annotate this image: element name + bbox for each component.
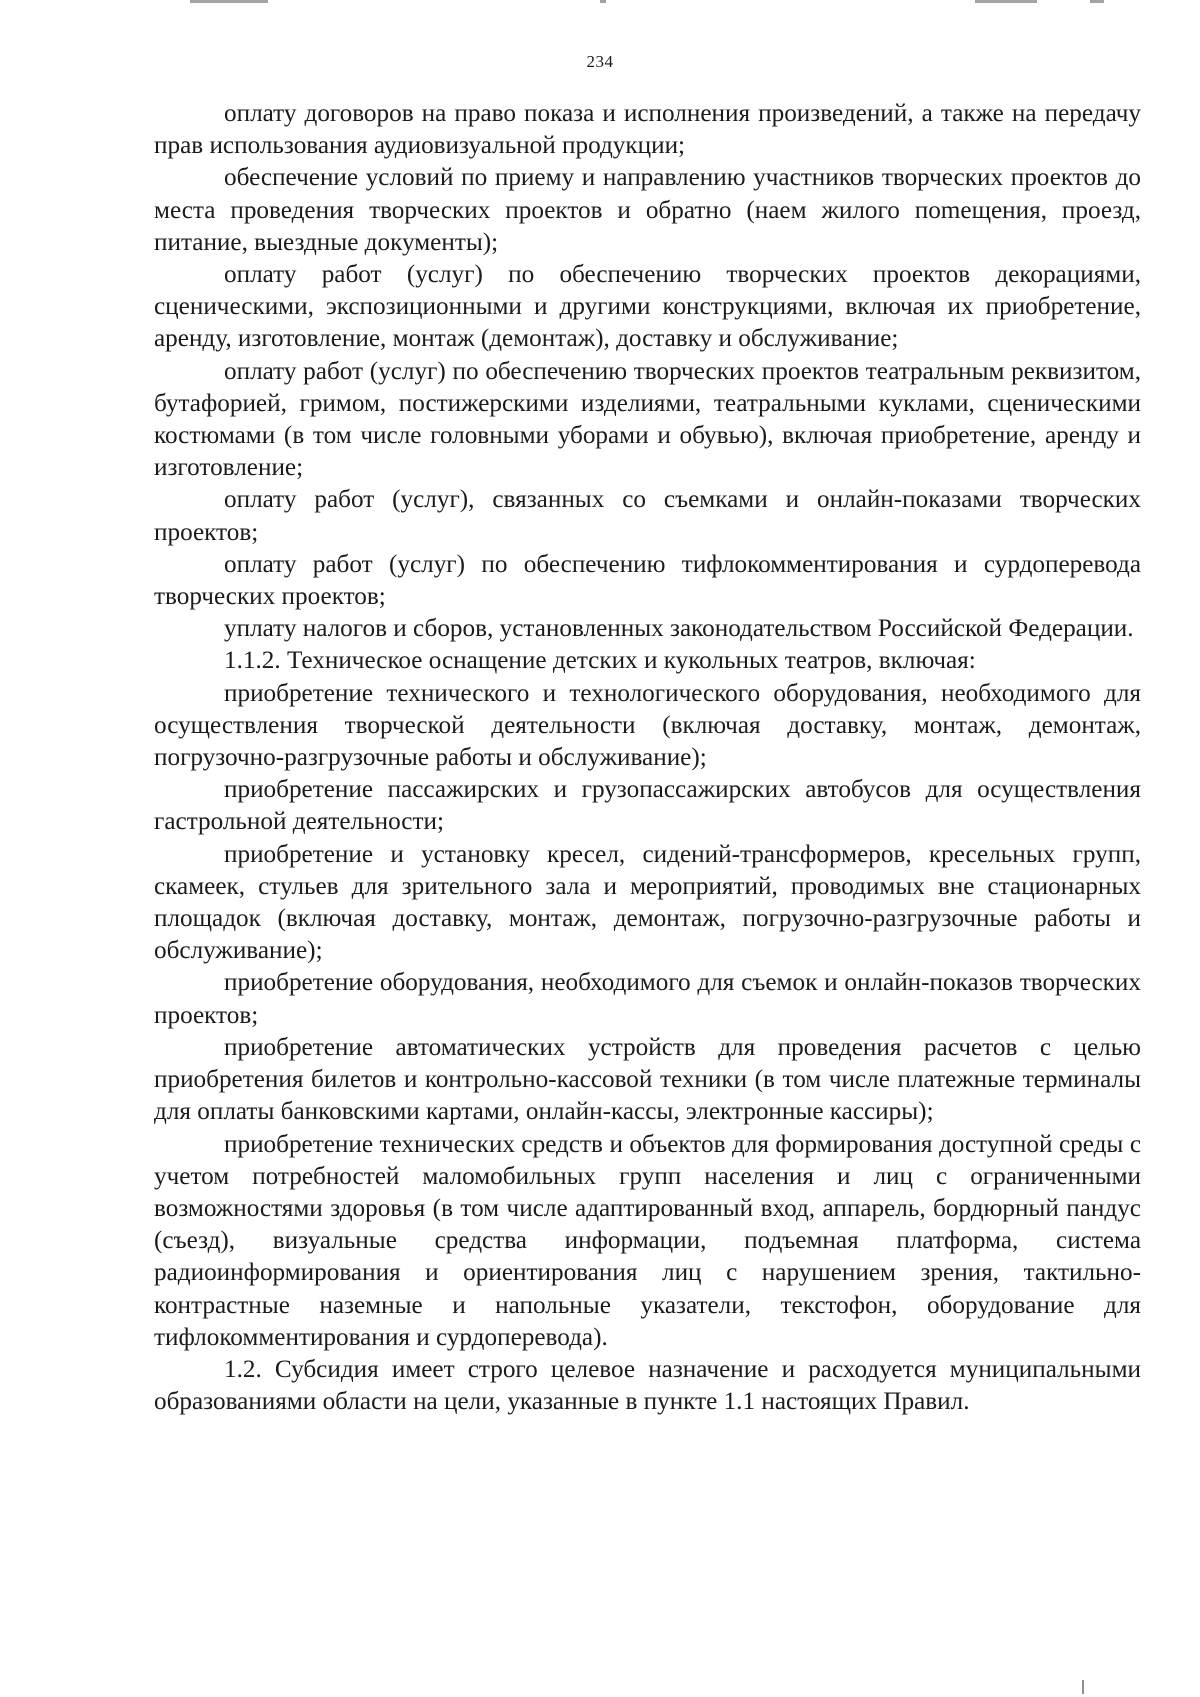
paragraph-13: приобретение автоматических устройств для проведения расчетов с целью приобретения билетов и контрольно-кассовой техники (в том числе платежные терминалы для оплаты банковскими картами, онлайн-кассы, электронные кассиры); — [154, 1033, 1141, 1126]
section-1-2: 1.2. Субсидия имеет строго целевое назначение и расходуется муниципальными образованиями области на цели, указанные в пункте 1.1 настоящих Правил. — [154, 1355, 1141, 1416]
paragraph-5: оплату работ (услуг), связанных со съемками и онлайн-показами творческих проектов; — [154, 486, 1141, 546]
paragraph-7: уплату налогов и сборов, установленных законодательством Российской Федерации. — [224, 615, 1134, 643]
scan-speck — [1090, 0, 1104, 3]
paragraph-1: оплату договоров на право показа и исполнения произведений, а также на передачу прав использования аудиовизуальной продукции; — [154, 100, 1141, 160]
paragraph-14: приобретение технических средств и объектов для формирования доступной среды с учетом потребностей маломобильных групп населения и лиц с ограниченными возможностями здоровья (в том числе адаптированный вход, аппарель, бордюрный пандус (съезд), визуальные средства информации, подъемная платформа, система радиоинформирования и ориентирования лиц с нарушением зрения, тактильно-контрастные наземные и напольные указатели, текстофон, оборудование для тифлокомментирования и сурдоперевода). — [154, 1130, 1141, 1351]
page-number: 234 — [586, 52, 614, 71]
paragraph-2: обеспечение условий по приему и направлению участников творческих проектов до места проведения творческих проектов и обратно (наем жилого поmещения, проезд, питание, выездные документы); — [154, 164, 1141, 256]
paragraph-10: приобретение пассажирских и грузопассажирских автобусов для осуществления гастрольной деятельности; — [154, 776, 1141, 836]
paragraph-9: приобретение технического и технологического оборудования, необходимого для осуществления творческой деятельности (включая доставку, монтаж, демонтаж, погрузочно-разгрузочные работы и обслуживание); — [154, 679, 1141, 772]
section-heading-1-1-2: 1.1.2. Техническое оснащение детских и кукольных театров, включая: — [224, 647, 976, 675]
scan-artifact-bottom — [1082, 1680, 1084, 1694]
scan-speck — [600, 0, 606, 3]
paragraph-4: оплату работ (услуг) по обеспечению творческих проектов театральным реквизитом, бутафорией, гримом, постижерскими изделиями, театральными куклами, сценическими костюмами (в том числе головными уборами и обувью), включая приобретение, аренду и изготовление; — [154, 357, 1141, 482]
document-body — [154, 98, 1141, 1418]
paragraph-6: оплату работ (услуг) по обеспечению тифлокомментирования и сурдоперевода творческих проектов; — [154, 550, 1141, 611]
scan-artifact-top — [0, 0, 1200, 5]
scan-speck — [975, 0, 1037, 3]
paragraph-11: приобретение и установку кресел, сидений-трансформеров, кресельных групп, скамеек, стульев для зрительного зала и мероприятий, проводимых вне стационарных площадок (включая доставку, монтаж, демонтаж, погрузочно-разгрузочные работы и обслуживание); — [154, 840, 1141, 965]
scan-speck — [190, 0, 268, 3]
paragraph-12: приобретение оборудования, необходимого для съемок и онлайн-показов творческих проектов; — [154, 969, 1141, 1029]
paragraph-3: оплату работ (услуг) по обеспечению творческих проектов декорациями, сценическими, экспозиционными и другими конструкциями, включая их приобретение, аренду, изготовление, монтаж (демонтаж), доставку и обслуживание; — [154, 261, 1141, 353]
